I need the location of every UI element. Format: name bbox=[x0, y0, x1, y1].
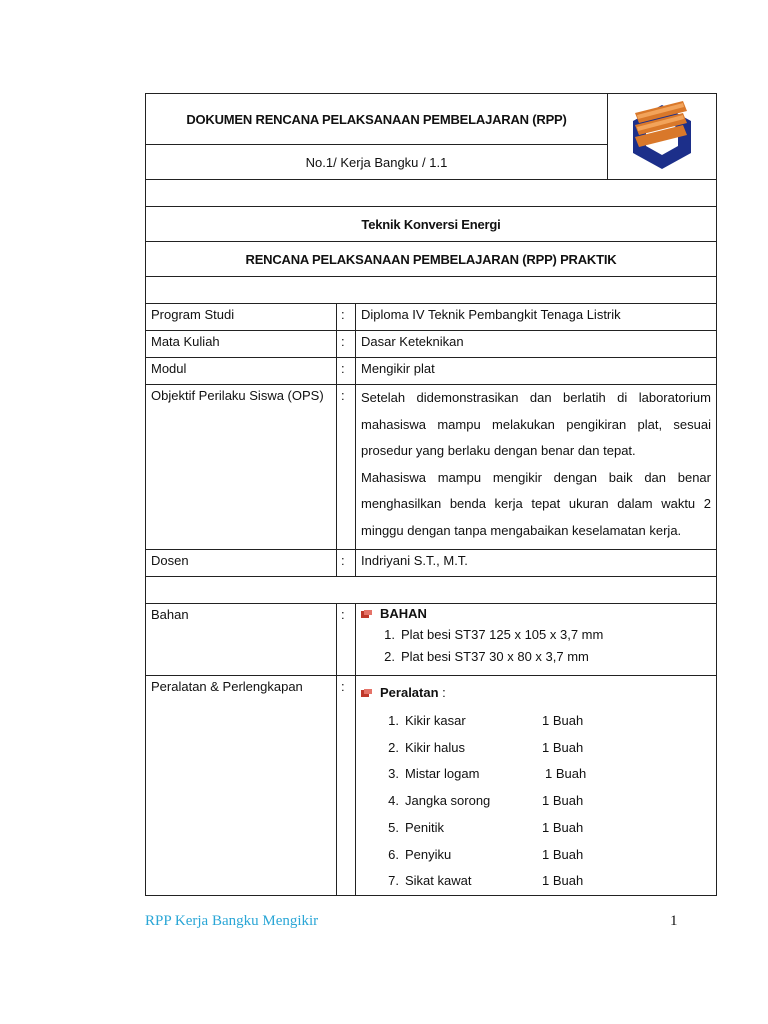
header-left bbox=[146, 94, 608, 179]
footer-title: RPP Kerja Bangku Mengikir bbox=[145, 913, 319, 929]
spacer-row bbox=[145, 577, 717, 604]
program-studi-value: Diploma IV Teknik Pembangkit Tenaga Listrik bbox=[361, 307, 621, 322]
bahan-value bbox=[356, 604, 716, 675]
colon: : bbox=[337, 550, 356, 576]
rpp-document bbox=[145, 93, 717, 896]
peralatan-heading-line: Peralatan : bbox=[361, 678, 711, 708]
item-qty: 1 Buah bbox=[542, 873, 584, 889]
rpp-subtitle: RENCANA PELAKSANAAN PEMBELAJARAN (RPP) PRAKTIK bbox=[145, 242, 717, 277]
dosen-row bbox=[145, 550, 717, 577]
program-studi-label: Program Studi bbox=[146, 304, 337, 330]
document-title: DOKUMEN RENCANA PELAKSANAAN PEMBELAJARAN (RPP) bbox=[146, 94, 607, 145]
item-name: Sikat kawat bbox=[405, 873, 472, 889]
bullet-icon bbox=[361, 610, 372, 619]
page-number: 1 bbox=[670, 913, 678, 929]
peralatan-heading: Peralatan bbox=[380, 685, 439, 700]
bahan-item: 2. Plat besi ST37 30 x 80 x 3,7 mm bbox=[361, 644, 711, 670]
dosen-value: Indriyani S.T., M.T. bbox=[361, 553, 468, 568]
peralatan-row bbox=[145, 676, 717, 896]
modul-label: Modul bbox=[146, 358, 337, 384]
spacer-row bbox=[145, 180, 717, 207]
ops-row bbox=[145, 385, 717, 550]
ops-label: Objektif Perilaku Siswa (OPS) bbox=[146, 385, 337, 549]
bahan-row bbox=[145, 604, 717, 676]
item-qty: 1 Buah bbox=[545, 766, 587, 782]
mata-kuliah-label: Mata Kuliah bbox=[146, 331, 337, 357]
bahan-heading-line bbox=[361, 606, 711, 622]
item-name: Mistar logam bbox=[405, 766, 480, 782]
bahan-item-text: Plat besi ST37 30 x 80 x 3,7 mm bbox=[401, 649, 589, 664]
header-block bbox=[145, 93, 717, 180]
logo-emblem-icon bbox=[627, 99, 697, 175]
peralatan-item: 3. Mistar logam 1 Buah bbox=[361, 761, 711, 788]
ops-paragraph-2: Mahasiswa mampu mengikir dengan baik dan benar menghasilkan benda kerja tepat ukuran dalam waktu 2 minggu dengan tanpa mengabaikan keselamatan kerja. bbox=[361, 469, 711, 538]
document-number: No.1/ Kerja Bangku / 1.1 bbox=[305, 155, 448, 170]
item-name: Kikir halus bbox=[405, 739, 465, 755]
department-title: Teknik Konversi Energi bbox=[145, 207, 717, 242]
peralatan-item: 2. Kikir halus 1 Buah bbox=[361, 735, 711, 762]
colon: : bbox=[337, 676, 356, 895]
item-qty: 1 Buah bbox=[542, 739, 584, 755]
peralatan-label: Peralatan & Perlengkapan bbox=[146, 676, 337, 895]
institution-logo bbox=[608, 94, 716, 179]
item-name: Penitik bbox=[405, 819, 445, 835]
ops-value bbox=[356, 385, 716, 549]
peralatan-item: 5. Penitik 1 Buah bbox=[361, 815, 711, 842]
program-studi-row bbox=[145, 304, 717, 331]
item-qty: 1 Buah bbox=[542, 819, 584, 835]
dosen-label: Dosen bbox=[146, 550, 337, 576]
bahan-item: 1. Plat besi ST37 125 x 105 x 3,7 mm bbox=[361, 622, 711, 648]
item-name: Jangka sorong bbox=[405, 793, 491, 809]
peralatan-item: 6. Penyiku 1 Buah bbox=[361, 842, 711, 869]
peralatan-item: 1. Kikir kasar 1 Buah bbox=[361, 708, 711, 735]
bahan-label: Bahan bbox=[146, 604, 337, 675]
item-qty: 1 Buah bbox=[542, 713, 584, 728]
peralatan-item: 7. Sikat kawat 1 Buah bbox=[361, 868, 711, 895]
bullet-icon bbox=[361, 689, 372, 698]
colon: : bbox=[337, 358, 356, 384]
peralatan-item: 4. Jangka sorong 1 Buah bbox=[361, 788, 711, 815]
modul-value: Mengikir plat bbox=[361, 361, 435, 376]
spacer-row bbox=[145, 277, 717, 304]
colon: : bbox=[337, 331, 356, 357]
bahan-heading: BAHAN bbox=[380, 606, 427, 621]
colon: : bbox=[337, 304, 356, 330]
item-name: Penyiku bbox=[405, 846, 452, 862]
modul-row bbox=[145, 358, 717, 385]
colon: : bbox=[337, 604, 356, 675]
mata-kuliah-value: Dasar Keteknikan bbox=[361, 334, 464, 349]
peralatan-value bbox=[356, 676, 716, 895]
ops-paragraph-1: Setelah didemonstrasikan dan berlatih di laboratorium mahasiswa mampu melakukan pengikiran plat, sesuai prosedur yang berlaku dengan benar dan tepat. bbox=[361, 390, 711, 458]
item-qty: 1 Buah bbox=[542, 793, 584, 809]
item-name: Kikir kasar bbox=[405, 713, 466, 728]
mata-kuliah-row bbox=[145, 331, 717, 358]
colon: : bbox=[337, 385, 356, 549]
item-qty: 1 Buah bbox=[542, 846, 584, 862]
bahan-item-text: Plat besi ST37 125 x 105 x 3,7 mm bbox=[401, 627, 604, 642]
